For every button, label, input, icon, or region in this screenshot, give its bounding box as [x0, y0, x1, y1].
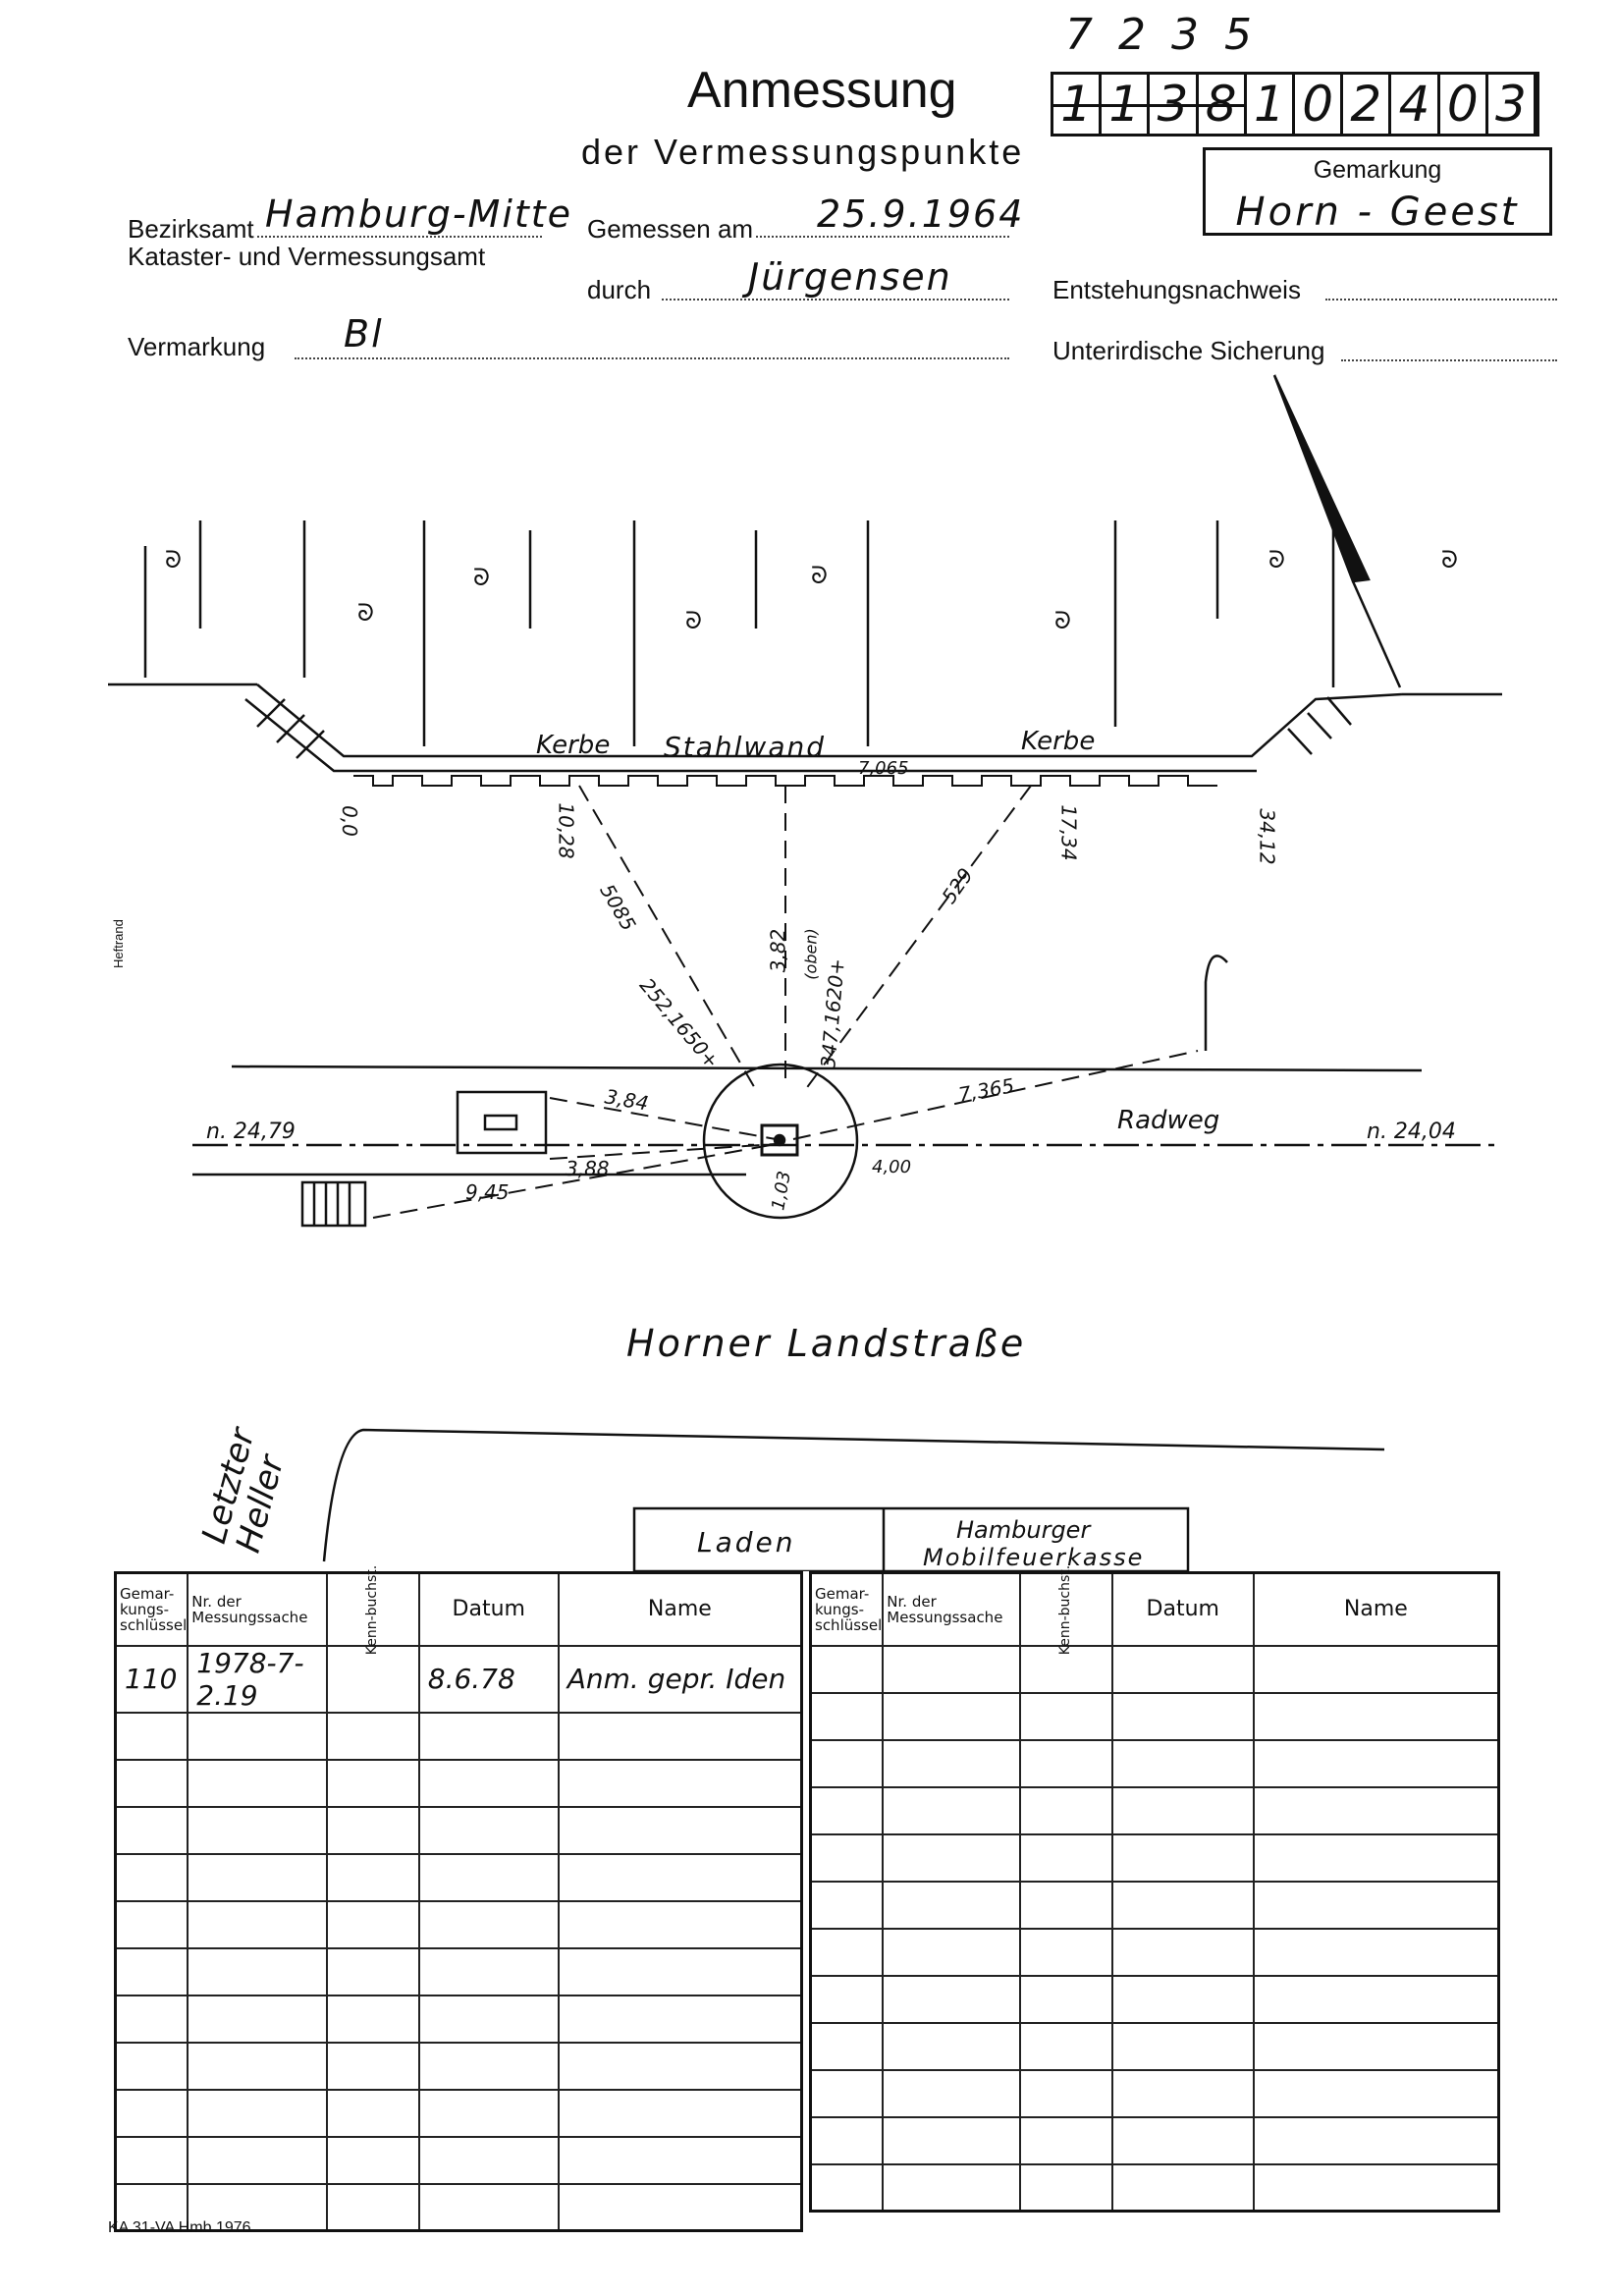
col-header-kenn: Kenn-buchst.: [327, 1573, 418, 1646]
form-footer-code: KA 31-VA Hmb 1976: [108, 2219, 251, 2236]
digit-cell: 0: [1440, 75, 1488, 134]
col-header-schluessel: Gemar-kungs-schlüssel: [811, 1573, 884, 1646]
dim-label: 3,84: [603, 1084, 651, 1116]
col-header-name: Name: [1254, 1573, 1499, 1646]
sicherung-label: Unterirdische Sicherung: [1052, 336, 1325, 365]
col-header-datum: Datum: [419, 1573, 559, 1646]
letzter-heller-label: Letzter Heller: [194, 1424, 293, 1558]
dim-label: 9,45: [465, 1180, 510, 1204]
gemarkung-label: Gemarkung: [1313, 156, 1442, 184]
table-row: [116, 2043, 802, 2090]
table-row: [116, 1854, 802, 1901]
level-label: n. 24,79: [206, 1120, 296, 1144]
vermarkung-value: Bl: [344, 312, 384, 355]
house-symbol: ᘐ: [357, 599, 374, 627]
stahlwand-label: Stahlwand: [664, 731, 827, 763]
col-header-nr: Nr. der Messungssache: [188, 1573, 327, 1646]
stahlwand-line: [257, 684, 1402, 756]
table-row: [116, 1646, 802, 1713]
dim-label: 4,00: [872, 1157, 912, 1177]
cell-nr: 1978-7-2.19: [188, 1646, 327, 1713]
utility-box-inner: [485, 1116, 516, 1129]
bezirksamt-label: Bezirksamt: [128, 214, 254, 244]
table-row: [116, 1807, 802, 1854]
cell-datum: 8.6.78: [419, 1646, 559, 1713]
dim-label: 252,1650+: [634, 973, 725, 1073]
grating: [302, 1182, 365, 1226]
house-symbol: ᘐ: [473, 564, 490, 591]
vermarkung-label: Vermarkung: [128, 332, 266, 361]
table-row: [116, 1760, 802, 1807]
dim-label: 34,12: [1255, 808, 1279, 865]
heftrand-label: Heftrand: [111, 919, 126, 968]
form-title: Anmessung: [687, 62, 957, 119]
house-symbol: ᘐ: [1268, 546, 1285, 574]
col-header-nr: Nr. der Messungssache: [883, 1573, 1020, 1646]
record-table-left: [114, 1564, 803, 2232]
dim-label: 3,82: [766, 928, 790, 973]
entstehung-label: Entstehungsnachweis: [1052, 275, 1301, 304]
digit-cell: 0: [1295, 75, 1343, 134]
table-row: [811, 2070, 1499, 2117]
dim-label: 7,065: [858, 758, 909, 779]
hamburger-label: Hamburger: [956, 1516, 1091, 1544]
dim-label: 1,03: [768, 1169, 795, 1213]
cell-schluessel: 110: [116, 1646, 189, 1713]
table-row: [811, 2117, 1499, 2164]
table-row: [116, 2137, 802, 2184]
digit-cell: 1: [1053, 75, 1102, 134]
level-label: n. 24,04: [1367, 1120, 1456, 1144]
cell-name: Anm. gepr. Iden: [559, 1646, 802, 1713]
dim-label: 10,28: [554, 802, 578, 859]
col-header-kenn: Kenn-buchst.: [1020, 1573, 1111, 1646]
house-symbol: ᘐ: [165, 546, 182, 574]
form-subtitle: der Vermessungspunkte: [581, 132, 1025, 172]
digit-cell: 3: [1150, 75, 1198, 134]
dim-label: (oben): [801, 928, 821, 980]
handwritten-number: 7 2 3 5: [1065, 10, 1258, 60]
north-arrow-icon: [1274, 375, 1369, 581]
sheet-pile-pattern: [353, 776, 1217, 786]
table-row: [811, 1693, 1499, 1740]
table-row: [116, 1948, 802, 1995]
col-header-name: Name: [559, 1573, 802, 1646]
digit-cell: 4: [1391, 75, 1439, 134]
dim-label: 0,0: [337, 805, 361, 837]
dim-label: 17,34: [1056, 804, 1081, 861]
gemessen-value: 25.9.1964: [817, 192, 1025, 236]
dim-label: 347,1620+: [816, 957, 849, 1069]
radweg-label: Radweg: [1117, 1106, 1220, 1135]
col-header-datum: Datum: [1112, 1573, 1254, 1646]
kerbe-left-label: Kerbe: [536, 731, 611, 760]
table-row: [116, 1713, 802, 1760]
durch-value: Jürgensen: [748, 255, 952, 299]
street-corner-line: [324, 1430, 1384, 1561]
table-row: [116, 1901, 802, 1948]
digit-cell: 1: [1247, 75, 1295, 134]
col-header-schluessel: Gemar-kungs-schlüssel: [116, 1573, 189, 1646]
table-row: [811, 1929, 1499, 1976]
dim-label: 5085: [595, 879, 641, 936]
gemessen-label: Gemessen am: [587, 214, 754, 244]
amt-label: Kataster- und Vermessungsamt: [128, 242, 486, 271]
laden-label: Laden: [697, 1526, 796, 1558]
table-row: [811, 1646, 1499, 1693]
table-row: [811, 2164, 1499, 2212]
lamp-post: [1206, 956, 1227, 1051]
dim-label: 3,88: [566, 1157, 610, 1180]
bezirksamt-value: Hamburg-Mitte: [265, 192, 573, 236]
house-symbol: ᘐ: [685, 607, 702, 634]
kerbe-right-label: Kerbe: [1021, 727, 1096, 756]
gemarkung-value: Horn - Geest: [1235, 190, 1520, 235]
mobilfeuerkasse-label: Mobilfeuerkasse: [923, 1544, 1145, 1571]
table-row: [811, 1976, 1499, 2023]
cell-kenn: [327, 1646, 418, 1713]
street-name: Horner Landstraße: [626, 1322, 1027, 1365]
table-row: [116, 1995, 802, 2043]
digit-cell: 2: [1343, 75, 1391, 134]
table-row: [811, 2023, 1499, 2070]
digit-cell: 3: [1488, 75, 1537, 134]
digit-cell: 1: [1102, 75, 1150, 134]
table-row: [811, 1740, 1499, 1787]
utility-box: [458, 1092, 546, 1153]
table-row: [811, 1834, 1499, 1882]
table-row: [116, 2090, 802, 2137]
dim-label: 7,365: [956, 1073, 1016, 1107]
house-symbol: ᘐ: [1441, 546, 1458, 574]
dim-label: 529: [937, 863, 978, 908]
table-row: [811, 1882, 1499, 1929]
durch-label: durch: [587, 275, 652, 304]
record-table-right: [809, 1564, 1500, 2213]
house-symbol: ᘐ: [1054, 607, 1071, 634]
house-symbol: ᘐ: [811, 562, 828, 589]
table-row: [811, 1787, 1499, 1834]
digit-cell: 8: [1199, 75, 1247, 134]
